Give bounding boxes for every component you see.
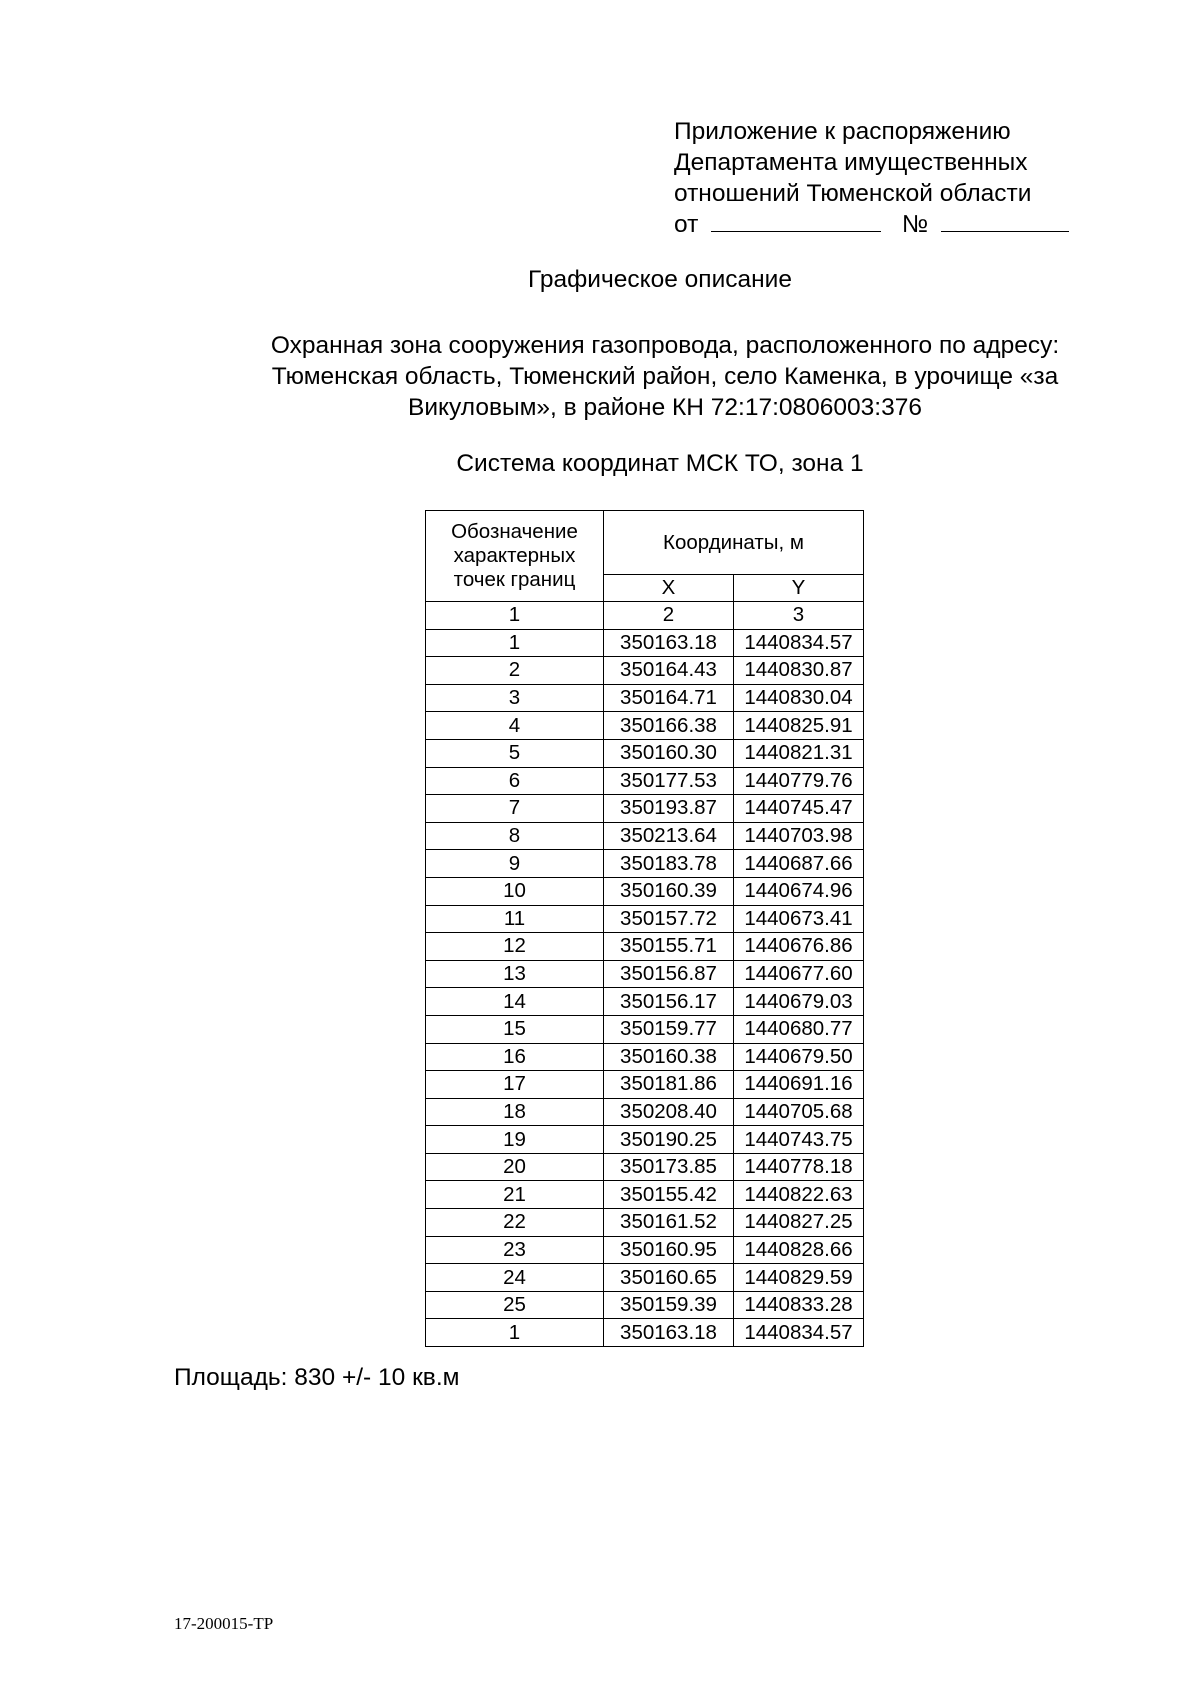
description-line-1: Охранная зона сооружения газопровода, расположенного по адресу:	[270, 332, 1060, 359]
table-row	[426, 1126, 864, 1154]
cell-y: 1440779.76	[734, 767, 864, 795]
cell-point: 13	[426, 960, 604, 988]
table-row	[426, 960, 864, 988]
table-row	[426, 1291, 864, 1319]
date-blank	[711, 209, 881, 232]
cell-point: 19	[426, 1126, 604, 1154]
cell-point: 1	[426, 1319, 604, 1347]
cell-y: 1440778.18	[734, 1153, 864, 1181]
zone-description	[235, 330, 1095, 423]
cell-x: 350213.64	[604, 822, 734, 850]
appendix-line-3: отношений Тюменской области	[674, 180, 1032, 207]
document-title: Графическое описание	[528, 266, 792, 293]
appendix-line-1: Приложение к распоряжению	[674, 118, 1011, 145]
cell-y: 1440825.91	[734, 712, 864, 740]
cell-y: 1440687.66	[734, 850, 864, 878]
table-row	[426, 1209, 864, 1237]
cell-y: 1440834.57	[734, 629, 864, 657]
cell-x: 350159.77	[604, 1015, 734, 1043]
cell-point: 22	[426, 1209, 604, 1237]
table-row	[426, 629, 864, 657]
table-row	[426, 1043, 864, 1071]
cell-point: 24	[426, 1264, 604, 1292]
cell-x: 350157.72	[604, 905, 734, 933]
cell-x: 350155.71	[604, 933, 734, 961]
table-row	[426, 739, 864, 767]
coordinates-table	[425, 510, 864, 1347]
table-row	[426, 850, 864, 878]
table-row	[426, 712, 864, 740]
cell-point: 5	[426, 739, 604, 767]
cell-point: 12	[426, 933, 604, 961]
cell-point: 7	[426, 795, 604, 823]
cell-x: 350160.30	[604, 739, 734, 767]
cell-point: 15	[426, 1015, 604, 1043]
table-row	[426, 1319, 864, 1347]
table-row	[426, 1071, 864, 1099]
cell-y: 1440822.63	[734, 1181, 864, 1209]
description-line-2: Тюменская область, Тюменский район, село Каменка, в урочище «за	[271, 363, 1059, 390]
cell-point: 14	[426, 988, 604, 1016]
table-row	[426, 795, 864, 823]
cell-x: 350160.39	[604, 877, 734, 905]
cell-point: 20	[426, 1153, 604, 1181]
cell-x: 350164.43	[604, 657, 734, 685]
table-row	[426, 1181, 864, 1209]
column-number: 3	[734, 602, 864, 630]
cell-x: 350164.71	[604, 684, 734, 712]
cell-point: 18	[426, 1098, 604, 1126]
cell-x: 350193.87	[604, 795, 734, 823]
cell-point: 11	[426, 905, 604, 933]
table-row	[426, 822, 864, 850]
cell-x: 350183.78	[604, 850, 734, 878]
cell-y: 1440679.03	[734, 988, 864, 1016]
table-row	[426, 767, 864, 795]
cell-point: 16	[426, 1043, 604, 1071]
cell-x: 350160.95	[604, 1236, 734, 1264]
appendix-block	[674, 116, 1069, 240]
appendix-line-2: Департамента имущественных	[674, 149, 1028, 176]
cell-x: 350173.85	[604, 1153, 734, 1181]
appendix-date-number-line	[674, 209, 1069, 240]
cell-x: 350161.52	[604, 1209, 734, 1237]
table-row	[426, 1264, 864, 1292]
cell-y: 1440745.47	[734, 795, 864, 823]
cell-x: 350163.18	[604, 1319, 734, 1347]
description-line-3: Викуловым», в районе КН 72:17:0806003:376	[408, 394, 922, 421]
cell-point: 21	[426, 1181, 604, 1209]
cell-x: 350177.53	[604, 767, 734, 795]
cell-y: 1440828.66	[734, 1236, 864, 1264]
cell-point: 8	[426, 822, 604, 850]
cell-point: 9	[426, 850, 604, 878]
cell-x: 350156.17	[604, 988, 734, 1016]
cell-y: 1440676.86	[734, 933, 864, 961]
footer-document-code: 17-200015-ТР	[174, 1614, 274, 1633]
cell-x: 350156.87	[604, 960, 734, 988]
cell-y: 1440834.57	[734, 1319, 864, 1347]
cell-point: 25	[426, 1291, 604, 1319]
cell-y: 1440703.98	[734, 822, 864, 850]
number-blank	[941, 209, 1069, 232]
table-row	[426, 988, 864, 1016]
header-y: Y	[734, 575, 864, 602]
column-number: 2	[604, 602, 734, 630]
coordinate-system-label: Система координат МСК ТО, зона 1	[456, 450, 864, 477]
column-number: 1	[426, 602, 604, 630]
cell-x: 350159.39	[604, 1291, 734, 1319]
cell-y: 1440705.68	[734, 1098, 864, 1126]
table-row	[426, 657, 864, 685]
table-row	[426, 1153, 864, 1181]
cell-x: 350190.25	[604, 1126, 734, 1154]
cell-y: 1440827.25	[734, 1209, 864, 1237]
cell-point: 23	[426, 1236, 604, 1264]
table-row	[426, 1098, 864, 1126]
cell-y: 1440673.41	[734, 905, 864, 933]
cell-y: 1440833.28	[734, 1291, 864, 1319]
header-coordinates: Координаты, м	[604, 511, 864, 575]
number-label: №	[901, 211, 929, 238]
table-row	[426, 877, 864, 905]
cell-y: 1440674.96	[734, 877, 864, 905]
cell-y: 1440677.60	[734, 960, 864, 988]
table-row	[426, 905, 864, 933]
cell-point: 6	[426, 767, 604, 795]
cell-point: 17	[426, 1071, 604, 1099]
cell-x: 350160.65	[604, 1264, 734, 1292]
cell-point: 4	[426, 712, 604, 740]
cell-x: 350166.38	[604, 712, 734, 740]
table-row	[426, 684, 864, 712]
cell-y: 1440679.50	[734, 1043, 864, 1071]
cell-x: 350181.86	[604, 1071, 734, 1099]
table-row	[426, 933, 864, 961]
header-point-designation: Обозначение характерных точек границ	[426, 511, 604, 602]
cell-y: 1440829.59	[734, 1264, 864, 1292]
cell-x: 350208.40	[604, 1098, 734, 1126]
cell-x: 350155.42	[604, 1181, 734, 1209]
cell-y: 1440821.31	[734, 739, 864, 767]
cell-y: 1440830.87	[734, 657, 864, 685]
table-row	[426, 1236, 864, 1264]
cell-point: 3	[426, 684, 604, 712]
cell-x: 350160.38	[604, 1043, 734, 1071]
header-x: X	[604, 575, 734, 602]
cell-x: 350163.18	[604, 629, 734, 657]
cell-y: 1440830.04	[734, 684, 864, 712]
table-row	[426, 1015, 864, 1043]
cell-y: 1440691.16	[734, 1071, 864, 1099]
cell-point: 10	[426, 877, 604, 905]
cell-y: 1440680.77	[734, 1015, 864, 1043]
cell-point: 2	[426, 657, 604, 685]
area-label: Площадь: 830 +/- 10 кв.м	[174, 1364, 460, 1391]
cell-y: 1440743.75	[734, 1126, 864, 1154]
cell-point: 1	[426, 629, 604, 657]
column-number-row	[426, 602, 864, 630]
from-label: от	[674, 211, 699, 238]
